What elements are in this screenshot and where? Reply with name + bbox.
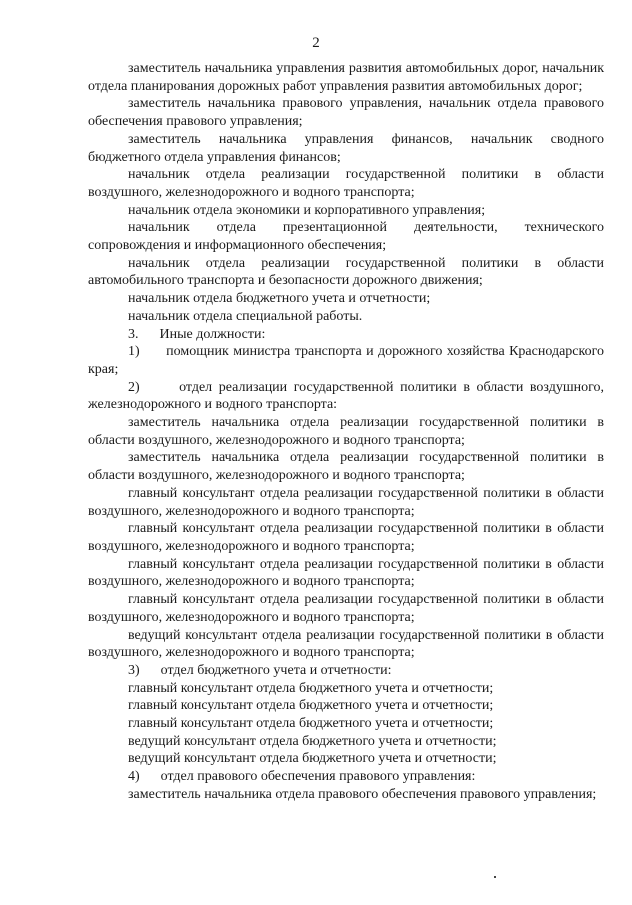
page-number: 2 <box>312 35 320 51</box>
paragraph: главный консультант отдела реализации государственной политики в области воздушного, железнодорожного и водного транспорта; <box>88 556 604 590</box>
paragraph: главный консультант отдела реализации государственной политики в области воздушного, железнодорожного и водного транспорта; <box>88 485 604 519</box>
list-heading: 3. Иные должности: <box>128 326 266 342</box>
list-item: 1) помощник министра транспорта и дорожного хозяйства Краснодарского края; <box>88 344 604 377</box>
paragraph: главный консультант отдела реализации государственной политики в области воздушного, железнодорожного и водного транспорта; <box>88 592 604 625</box>
paragraph: главный консультант отдела бюджетного учета и отчетности; <box>128 680 494 696</box>
paragraph: ведущий консультант отдела реализации государственной политики в области воздушного, железнодорожного и водного транспорта; <box>88 627 604 661</box>
scan-speck <box>494 876 496 878</box>
paragraph: главный консультант отдела реализации государственной политики в области воздушного, железнодорожного и водного транспорта; <box>88 521 604 554</box>
paragraph: начальник отдела экономики и корпоративного управления; <box>128 202 486 218</box>
paragraph: начальник отдела реализации государственной политики в области воздушного, железнодорожного и водного транспорта; <box>88 167 604 200</box>
paragraph: заместитель начальника правового управления, начальник отдела правового обеспечения правового управления; <box>88 96 604 130</box>
paragraph: заместитель начальника управления развития автомобильных дорог, начальник отдела планирования дорожных работ управления развития автомобильных дорог; <box>88 61 604 94</box>
paragraph: начальник отдела реализации государственной политики в области автомобильного транспорта и безопасности дорожного движения; <box>88 255 604 289</box>
paragraph: заместитель начальника отдела реализации государственной политики в области воздушного, железнодорожного и водного транспорта; <box>88 450 604 484</box>
list-item: 2) отдел реализации государственной политики в области воздушного, железнодорожного и водного транспорта: <box>88 379 604 413</box>
paragraph: ведущий консультант отдела бюджетного учета и отчетности; <box>128 751 497 767</box>
paragraph: ведущий консультант отдела бюджетного учета и отчетности; <box>128 733 497 749</box>
paragraph: начальник отдела презентационной деятельности, технического сопровождения и информационного обеспечения; <box>88 220 604 254</box>
paragraph: главный консультант отдела бюджетного учета и отчетности; <box>128 698 494 714</box>
list-item: 4) отдел правового обеспечения правового управления: <box>128 769 476 785</box>
paragraph: начальник отдела специальной работы. <box>128 308 363 324</box>
document-body <box>88 60 604 804</box>
paragraph: заместитель начальника отдела реализации государственной политики в области воздушного, железнодорожного и водного транспорта; <box>88 415 604 448</box>
paragraph: заместитель начальника управления финансов, начальник сводного бюджетного отдела управления финансов; <box>88 131 604 165</box>
paragraph: начальник отдела бюджетного учета и отчетности; <box>128 291 431 307</box>
paragraph: заместитель начальника отдела правового обеспечения правового управления; <box>128 786 597 802</box>
paragraph: главный консультант отдела бюджетного учета и отчетности; <box>128 716 494 732</box>
list-item: 3) отдел бюджетного учета и отчетности: <box>128 662 392 678</box>
